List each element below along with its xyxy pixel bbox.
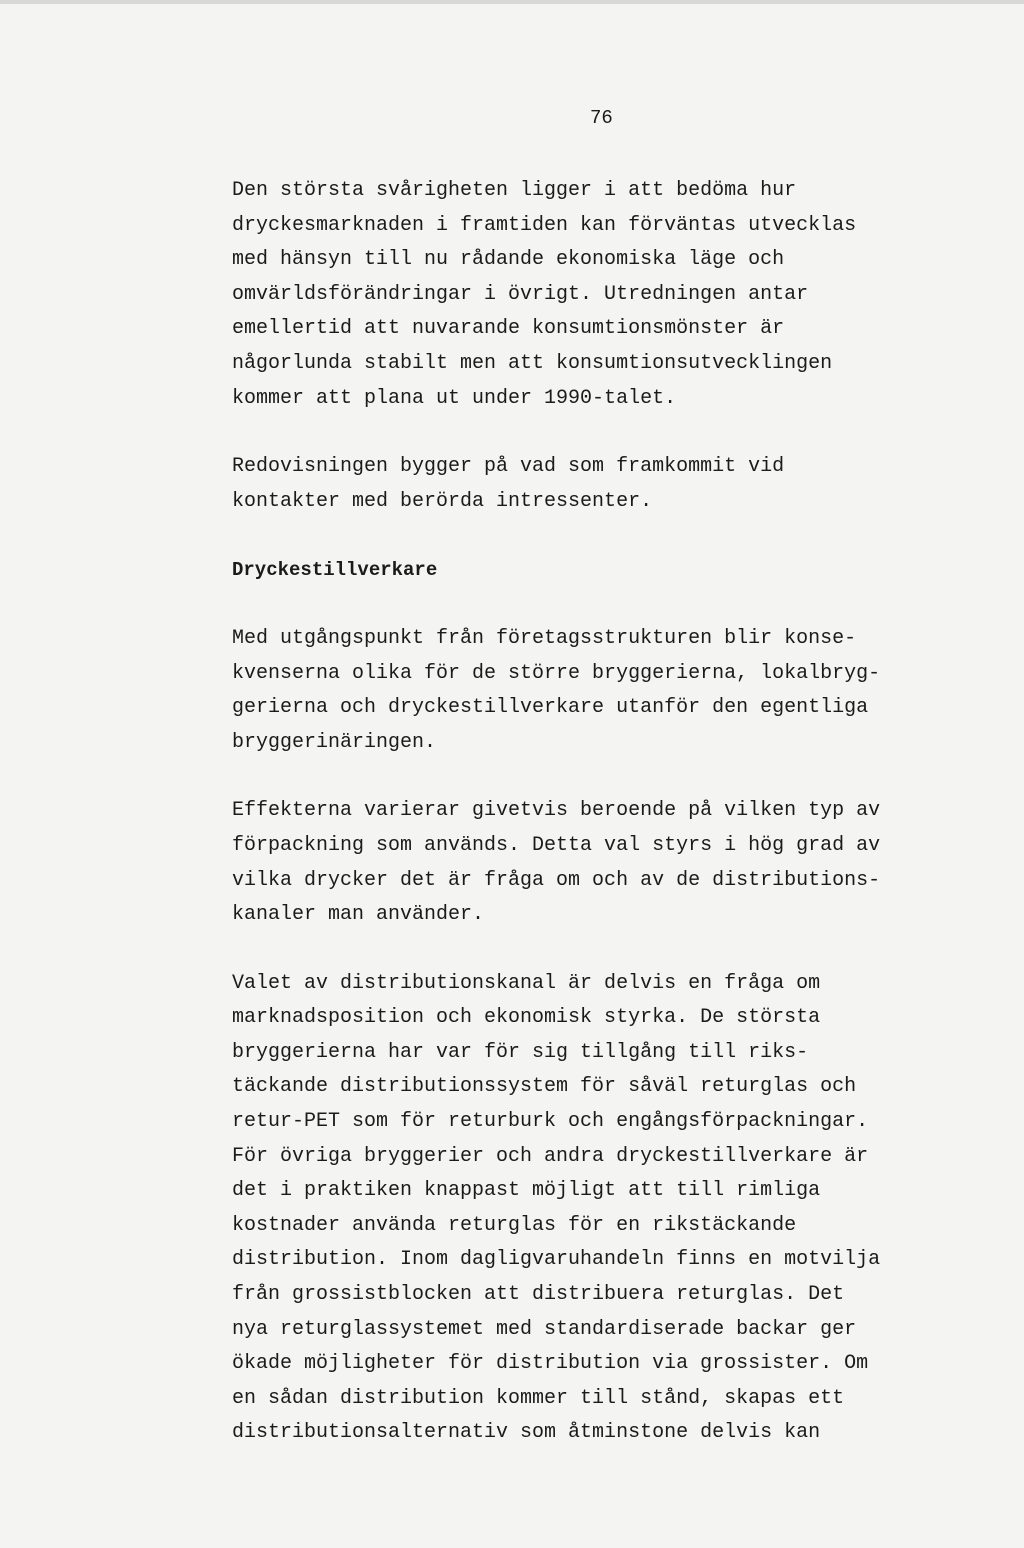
text-line: kanaler man använder. <box>232 903 485 927</box>
page-number: 76 <box>590 107 613 129</box>
text-line: bryggerinäringen. <box>232 730 437 754</box>
text-line: från grossistblocken att distribuera returglas. Det <box>232 1283 845 1307</box>
paragraph-distribution <box>232 967 992 1451</box>
section-heading: Dryckestillverkare <box>232 559 438 582</box>
text-line: det i praktiken knappast möjligt att till rimliga <box>232 1179 821 1203</box>
paragraph-spacer <box>232 933 992 967</box>
text-line: Valet av distributionskanal är delvis en fråga om <box>232 971 821 995</box>
paragraph-spacer <box>232 519 992 553</box>
text-line: förpackning som används. Detta val styrs i hög grad av <box>232 833 881 857</box>
text-line: Den största svårigheten ligger i att bedöma hur <box>232 179 797 202</box>
text-line: marknadsposition och ekonomisk styrka. De största <box>232 1006 821 1030</box>
text-line: Redovisningen bygger på vad som framkommit vid <box>232 455 785 479</box>
text-line: kvenserna olika för de större bryggerierna, lokalbryg- <box>232 661 881 685</box>
text-line: För övriga bryggerier och andra dryckestillverkare är <box>232 1144 869 1168</box>
text-line: en sådan distribution kommer till stånd, skapas ett <box>232 1386 845 1410</box>
text-line: distribution. Inom dagligvaruhandeln finns en motvilja <box>232 1248 881 1272</box>
text-line: kontakter med berörda intressenter. <box>232 489 653 513</box>
text-line: vilka drycker det är fråga om och av de distributions- <box>232 868 881 892</box>
text-line: någorlunda stabilt men att konsumtionsutvecklingen <box>232 351 833 375</box>
paragraph-sources <box>232 450 992 519</box>
text-line: Effekterna varierar givetvis beroende på vilken typ av <box>232 799 881 823</box>
text-line: Med utgångspunkt från företagsstrukturen blir konse- <box>232 626 857 650</box>
text-line: täckande distributionssystem för såväl returglas och <box>232 1075 857 1099</box>
text-line: retur-PET som för returburk och engångsförpackningar. <box>232 1110 869 1134</box>
text-line: nya returglassystemet med standardiserade backar ger <box>232 1317 857 1341</box>
paragraph-structure <box>232 622 992 760</box>
text-line: emellertid att nuvarande konsumtionsmönster är <box>232 317 785 341</box>
paragraph-spacer <box>232 416 992 450</box>
text-line: ökade möjligheter för distribution via grossister. Om <box>232 1352 869 1376</box>
text-line: bryggerierna har var för sig tillgång till riks- <box>232 1040 809 1064</box>
text-line: med hänsyn till nu rådande ekonomiska läge och <box>232 248 785 272</box>
text-line: gerierna och dryckestillverkare utanför den egentliga <box>232 696 869 720</box>
text-line: distributionsalternativ som åtminstone delvis kan <box>232 1421 821 1445</box>
text-line: dryckesmarknaden i framtiden kan förväntas utvecklas <box>232 213 857 237</box>
text-line: kostnader använda returglas för en rikstäckande <box>232 1213 797 1237</box>
text-line: kommer att plana ut under 1990-talet. <box>232 386 677 410</box>
paragraph-intro <box>232 174 992 416</box>
page-body <box>232 174 992 1451</box>
paragraph-spacer <box>232 760 992 794</box>
scan-edge <box>0 0 1024 4</box>
paragraph-spacer <box>232 588 992 622</box>
text-line: omvärldsförändringar i övrigt. Utredningen antar <box>232 282 809 306</box>
paragraph-effects <box>232 794 992 932</box>
